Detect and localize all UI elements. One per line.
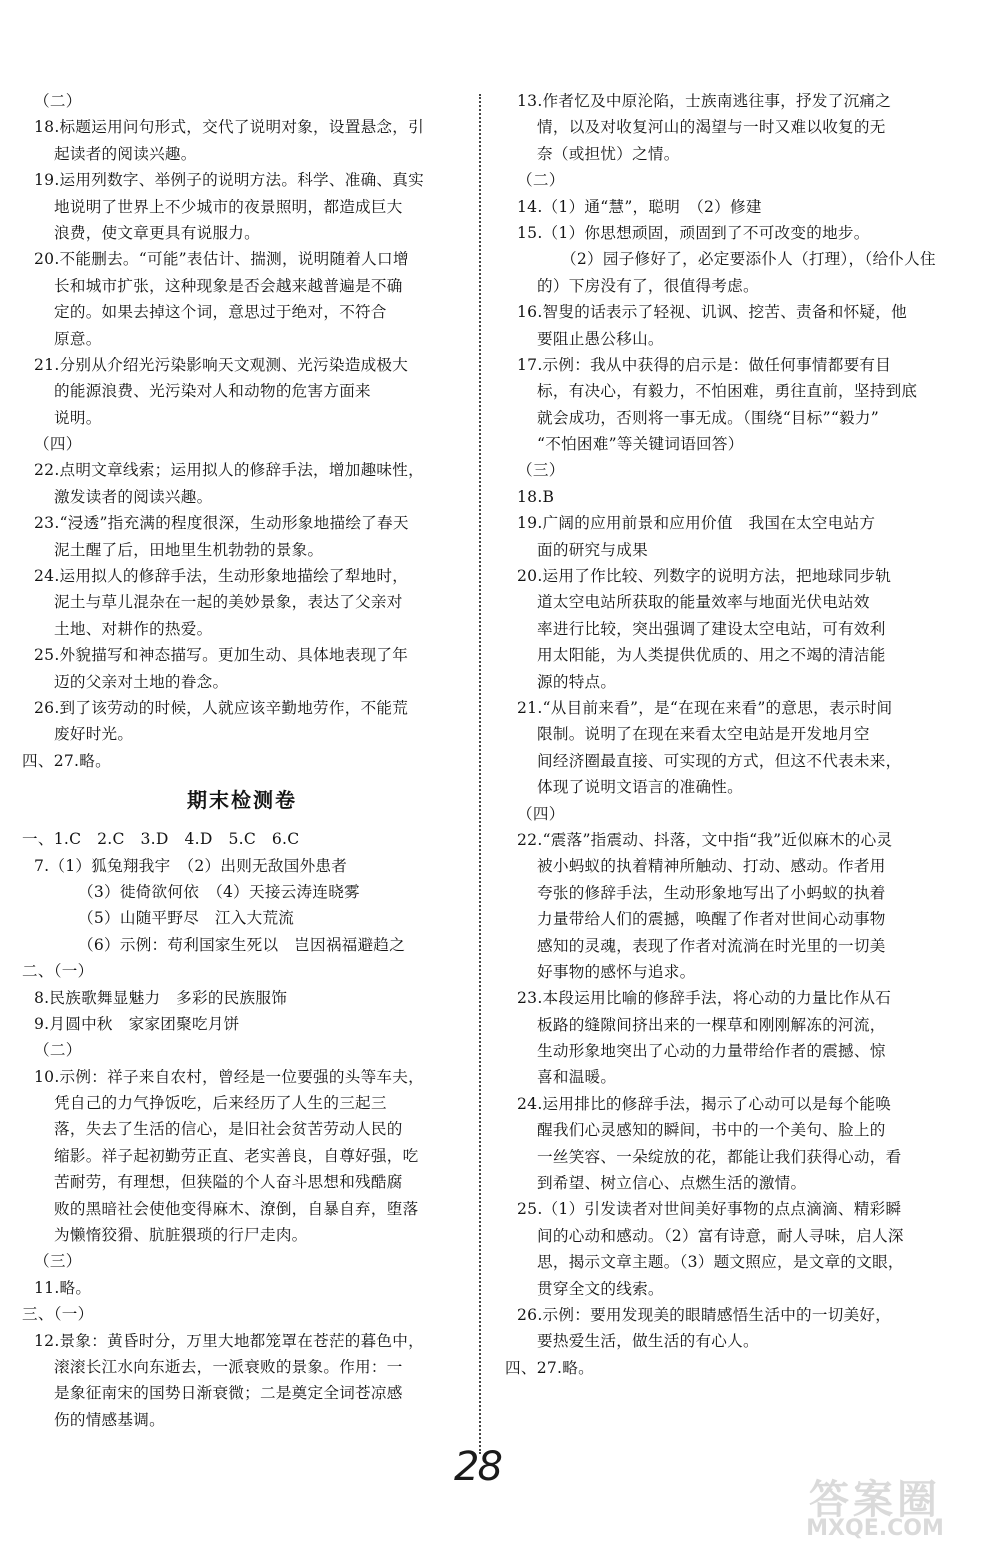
- watermark-url: MXQE.COM: [806, 1516, 944, 1541]
- answer-line: （5）山随平野尽 江入大荒流: [78, 909, 295, 928]
- answer-line: （四）: [517, 804, 565, 823]
- answer-line: 思，揭示文章主题。（3）题文照应，是文章的文眼，: [537, 1253, 904, 1272]
- answer-line: 16.智叟的话表示了轻视、讥讽、挖苦、责备和怀疑，他: [517, 303, 907, 322]
- answer-line: 22.“震落”指震动、抖落，文中指“我”近似麻木的心灵: [517, 830, 893, 849]
- answer-line: （三）: [517, 461, 565, 480]
- answer-line: （三）: [34, 1252, 82, 1271]
- answer-line: 为懒惰狡猾、肮脏猥琐的行尸走肉。: [54, 1226, 308, 1245]
- answer-line: 体现了说明文语言的准确性。: [537, 778, 743, 797]
- answer-line: 伤的情感基调。: [54, 1410, 165, 1429]
- answer-line: 泥土醒了后，田地里生机勃勃的景象。: [54, 540, 324, 559]
- answer-line: 21.分别从介绍光污染影响天文观测、光污染造成极大: [34, 355, 409, 374]
- answer-line: 滚滚长江水向东逝去，一派衰败的景象。作用：一: [54, 1357, 403, 1376]
- answer-line: 奈（或担忧）之情。: [537, 144, 680, 163]
- answer-line: 三、（一）: [22, 1305, 94, 1324]
- answer-line: 15.（1）你思想顽固，顽固到了不可改变的地步。: [517, 223, 870, 242]
- answer-line: 起读者的阅读兴趣。: [54, 144, 197, 163]
- answer-line: 25.（1）引发读者对世间美好事物的点点滴滴、精彩瞬: [517, 1200, 902, 1219]
- answer-line: 迈的父亲对土地的眷念。: [54, 672, 229, 691]
- answer-line: 用太阳能，为人类提供优质的、用之不竭的清洁能: [537, 646, 886, 665]
- answer-line: 21.“从目前来看”，是“在现在来看”的意思，表示时间: [517, 698, 893, 717]
- answer-line: 泥土与草儿混杂在一起的美妙景象，表达了父亲对: [54, 593, 403, 612]
- answer-line: 25.外貌描写和神态描写。更加生动、具体地表现了年: [34, 646, 409, 665]
- answer-line: 定的。如果去掉这个词，意思过于绝对，不符合: [54, 303, 387, 322]
- answer-line: 浪费，使文章更具有说服力。: [54, 223, 260, 242]
- answer-line: （四）: [34, 435, 82, 454]
- answer-line: 感知的灵魂，表现了作者对流淌在时光里的一切美: [537, 936, 886, 955]
- answer-line: 8.民族歌舞显魅力 多彩的民族服饰: [34, 988, 288, 1007]
- answer-line: 间经济圈最直接、可实现的方式，但这不代表未来，: [537, 751, 902, 770]
- answer-line: 喜和温暖。: [537, 1068, 617, 1087]
- answer-line: 醒我们心灵感知的瞬间，书中的一个美句、脸上的: [537, 1121, 886, 1140]
- answer-line: 道太空电站所获取的能量效率与地面光伏电站效: [537, 593, 870, 612]
- answer-line: 17.示例：我从中获得的启示是：做任何事情都要有目: [517, 355, 892, 374]
- answer-line: 的）下房没有了，很值得考虑。: [537, 276, 759, 295]
- answer-line: 落，失去了生活的信心，是旧社会贫苦劳动人民的: [54, 1120, 403, 1139]
- answer-line: 生动形象地突出了心动的力量带给作者的震撼、惊: [537, 1042, 886, 1061]
- answer-line: 情，以及对收复河山的渴望与一时又难以收复的无: [537, 118, 886, 137]
- answer-line: 12.景象：黄昏时分，万里大地都笼罩在苍茫的暮色中，: [34, 1331, 424, 1350]
- answer-line: 14.（1）通“慧”，聪明 （2）修建: [517, 197, 762, 216]
- answer-line: 原意。: [54, 329, 102, 348]
- watermark-logo: [772, 1468, 978, 1548]
- watermark-text: 答案圈: [809, 1477, 941, 1523]
- answer-line: 9.月圆中秋 家家团聚吃月饼: [34, 1014, 240, 1033]
- answer-line: 好事物的感怀与追求。: [537, 962, 696, 981]
- answer-line: 一丝笑容、一朵绽放的花，都能让我们获得心动，看: [537, 1147, 902, 1166]
- answer-line: 土地、对耕作的热爱。: [54, 619, 213, 638]
- answer-line: （二）: [34, 1041, 82, 1060]
- answer-line: 四、27.略。: [22, 751, 111, 770]
- answer-line: 率进行比较，突出强调了建设太空电站，可有效利: [537, 619, 886, 638]
- answer-line: 长和城市扩张，这种现象是否会越来越普遍是不确: [54, 276, 403, 295]
- answer-line: 18.B: [517, 487, 555, 506]
- answer-line: 力量带给人们的震撼，唤醒了作者对世间心动事物: [537, 910, 886, 929]
- answer-line: 10.示例：祥子来自农村，曾经是一位要强的头等车夫，: [34, 1067, 424, 1086]
- answer-line: 一、1.C 2.C 3.D 4.D 5.C 6.C: [22, 830, 300, 849]
- answer-line: 夸张的修辞手法，生动形象地写出了小蚂蚁的执着: [537, 883, 886, 902]
- answer-line: 间的心动和感动。（2）富有诗意，耐人寻味，启人深: [537, 1226, 904, 1245]
- answer-line: 到希望、树立信心、点燃生活的激情。: [537, 1174, 807, 1193]
- answer-line: （3）徙倚欲何依 （4）天接云涛连晓雾: [78, 882, 360, 901]
- page-number: 28: [454, 1444, 501, 1490]
- answer-line: 二、（一）: [22, 962, 94, 981]
- answer-line: （二）: [517, 171, 565, 190]
- answer-line: 11.略。: [34, 1278, 92, 1297]
- answer-line: 26.示例：要用发现美的眼睛感悟生活中的一切美好，: [517, 1305, 892, 1324]
- answer-line: 标，有决心，有毅力，不怕困难，勇往直前，坚持到底: [537, 382, 918, 401]
- answer-line: 废好时光。: [54, 725, 134, 744]
- answer-line: 24.运用拟人的修辞手法，生动形象地描绘了犁地时，: [34, 567, 409, 586]
- answer-line: （6）示例：苟利国家生死以 岂因祸福避趋之: [78, 935, 406, 954]
- answer-line: 20.运用了作比较、列数字的说明方法，把地球同步轨: [517, 567, 892, 586]
- answer-line: 四、27.略。: [505, 1358, 594, 1377]
- answer-line: 面的研究与成果: [537, 540, 648, 559]
- answer-line: 激发读者的阅读兴趣。: [54, 487, 213, 506]
- left-answer-block-a: [22, 88, 462, 748]
- answer-line: 贯穿全文的线索。: [537, 1279, 664, 1298]
- answer-line: 的能源浪费、光污染对人和动物的危害方面来: [54, 382, 371, 401]
- column-divider: [479, 94, 481, 1454]
- section-title: 期末检测卷: [187, 788, 297, 813]
- answer-line: 13.作者忆及中原沦陷，士族南逃往事，抒发了沉痛之: [517, 92, 892, 110]
- answer-line: 地说明了世界上不少城市的夜景照明，都造成巨大: [54, 197, 403, 216]
- answer-line: 苦耐劳，有理想，但狭隘的个人奋斗思想和残酷腐: [54, 1173, 403, 1192]
- answer-line: 就会成功，否则将一事无成。（围绕“目标”“毅力”: [537, 408, 879, 427]
- right-answer-block: [505, 88, 945, 1381]
- answer-line: 24.运用排比的修辞手法，揭示了心动可以是每个能唤: [517, 1094, 892, 1113]
- answer-line: 22.点明文章线索；运用拟人的修辞手法，增加趣味性，: [34, 461, 424, 480]
- answer-line: （二）: [34, 92, 82, 110]
- answer-line: 凭自己的力气挣饭吃，后来经历了人生的三起三: [54, 1094, 387, 1113]
- answer-line: 要热爱生活，做生活的有心人。: [537, 1332, 759, 1351]
- answer-line: 20.不能删去。“可能”表估计、揣测，说明随着人口增: [34, 250, 409, 269]
- answer-line: 是象征南宋的国势日渐衰微；二是奠定全词苍凉感: [54, 1384, 403, 1403]
- answer-line: 26.到了该劳动的时候，人就应该辛勤地劳作，不能荒: [34, 698, 409, 717]
- answer-line: 板路的缝隙间挤出来的一棵草和刚刚解冻的河流，: [537, 1015, 886, 1034]
- answer-line: （2）园子修好了，必定要添仆人（打理），（给仆人住: [561, 250, 936, 269]
- right-column: [505, 88, 945, 1381]
- answer-line: 23.“浸透”指充满的程度很深，生动形象地描绘了春天: [34, 514, 409, 533]
- answer-line: 被小蚂蚁的执着精神所触动、打动、感动。作者用: [537, 857, 886, 876]
- answer-line: 缩影。祥子起初勤劳正直、老实善良，自尊好强，吃: [54, 1146, 419, 1165]
- answer-line: 18.标题运用问句形式，交代了说明对象，设置悬念，引: [34, 118, 424, 137]
- answer-line: 源的特点。: [537, 672, 617, 691]
- answer-line: 败的黑暗社会使他变得麻木、潦倒，自暴自弃，堕落: [54, 1199, 419, 1218]
- answer-line: “不怕困难”等关键词语回答）: [537, 435, 744, 454]
- answer-line: 19.广阔的应用前景和应用价值 我国在太空电站方: [517, 514, 876, 533]
- answer-line: 19.运用列数字、举例子的说明方法。科学、准确、真实: [34, 171, 424, 190]
- left-column: [22, 88, 462, 1433]
- answer-line: 要阻止愚公移山。: [537, 329, 664, 348]
- left-answer-block-b: [22, 826, 462, 1433]
- answer-line: 7.（1）狐兔翔我宇 （2）出则无敌国外患者: [34, 856, 348, 875]
- answer-line: 23.本段运用比喻的修辞手法，将心动的力量比作从石: [517, 989, 892, 1008]
- answer-line: 限制。说明了在现在来看太空电站是开发地月空: [537, 725, 870, 744]
- answer-line: 说明。: [54, 408, 102, 427]
